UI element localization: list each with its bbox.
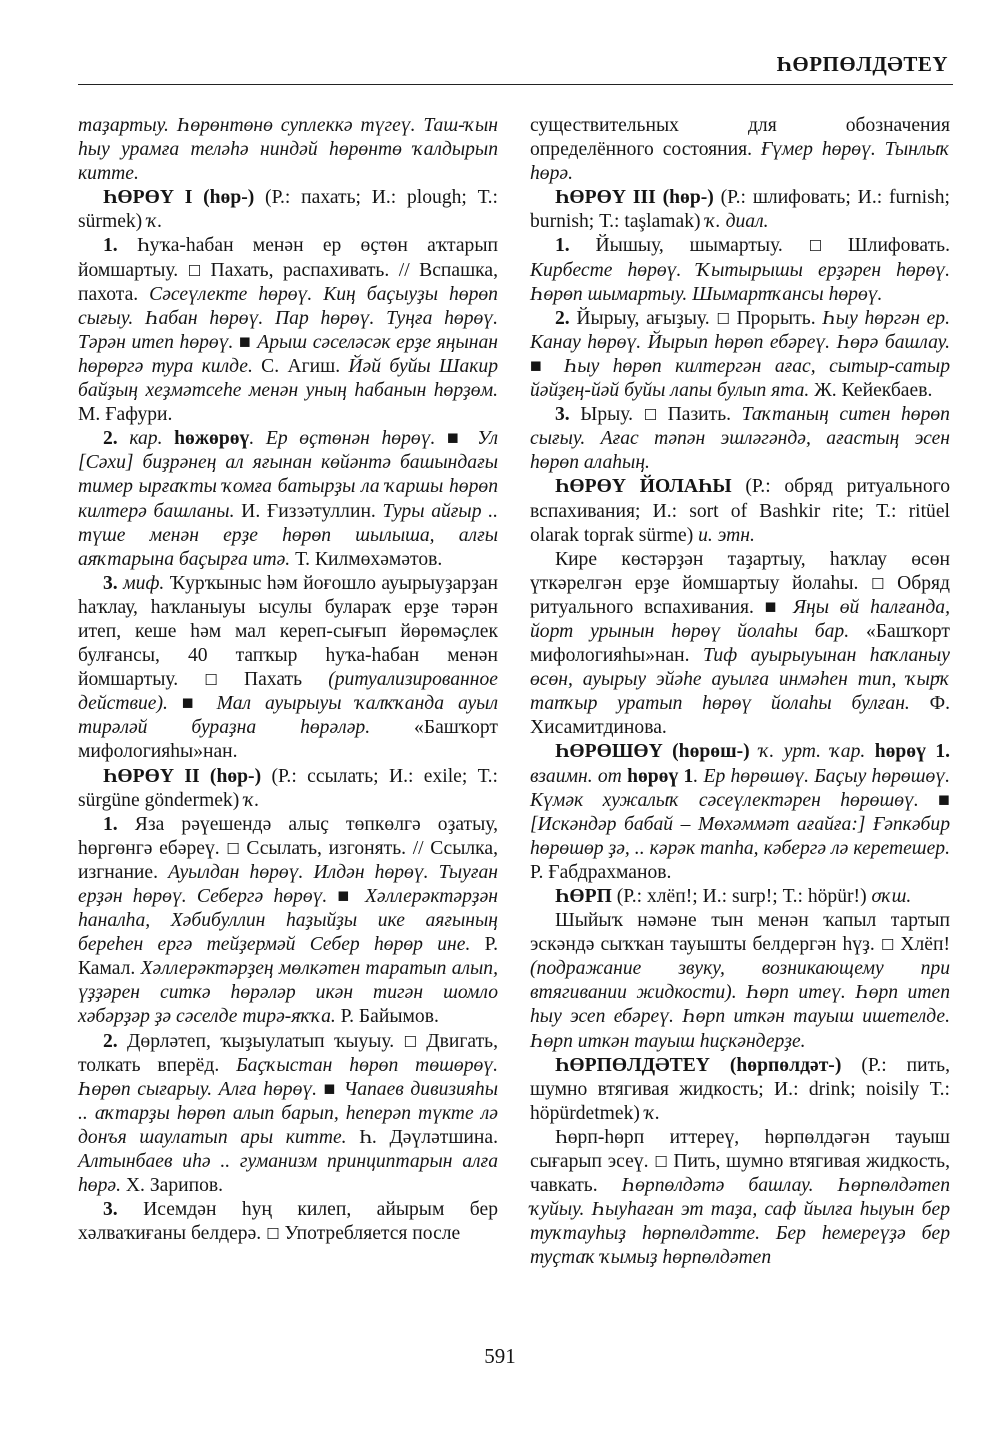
body-text: С. Агиш.	[252, 355, 349, 377]
example-text: оҡш.	[871, 886, 912, 907]
body-text: Ж. Кейекбаев.	[809, 380, 933, 402]
definition-paragraph	[78, 813, 498, 1030]
body-text: существительных для обозначения определённого состояния.	[530, 115, 950, 161]
body-text: (Р.: пить, шумно втягивая жидкость; И.: drink; noisily Т.: höpürdetmek)	[530, 1054, 951, 1124]
body-text: (Р.: пахать; И.: plough; Т.: sürmek)	[78, 187, 498, 233]
example-text: Ғүмер һөрөү. Тынлыҡ һөрә.	[530, 139, 951, 185]
example-text: таҙартыу. Һөрөнтөнө суплеккә түгеү. Таш-ҡын һыу урамға теләһә ниндәй һөрөнтө ҡалдырып китте.	[78, 115, 498, 185]
dictionary-entry-head	[530, 186, 950, 234]
square-marker: ☐	[403, 1032, 417, 1051]
body-text: Исемдән һуң килеп, айырым бер хәлваҡиғаны белдерә.	[78, 1199, 498, 1245]
example-text: (ритуализированное действие).	[78, 669, 498, 715]
body-text: Яза рәүешендә алыҫ төпкөлгә оҙатыу, һөргөнгә ебәреү.	[78, 813, 498, 859]
headword: ҺӨРП	[555, 886, 612, 907]
body-text: Ырыу.	[569, 404, 644, 426]
headword: ҺӨРӨҮ III (һөр-)	[555, 187, 714, 209]
body-text: Ссылать, изгонять. // Ссылка, изгнание.	[78, 837, 498, 883]
dictionary-entry-head	[78, 186, 498, 234]
body-text: Пазить.	[657, 404, 742, 426]
body-text: Һуҡа-һабан менән ер өҫтөн аҡтарып йомшартыу.	[78, 235, 498, 281]
example-text: Һыу һөрөп килтергән ағас, сытыр-сатыр йәйҙең-йәй буйы лапы булып ята.	[530, 355, 951, 402]
body-text: И. Ғиззәтуллин.	[234, 500, 383, 522]
example-text: Йәй буйы Шакир байҙың хеҙмәтсеһе менән уның һабанын һөрҙөм.	[78, 355, 498, 402]
body-text: Обряд ритуального вспахивания.	[530, 572, 951, 618]
headword: һөрөү 1	[627, 765, 694, 787]
body-text: Употребляется после	[279, 1223, 461, 1245]
body-text: Йырыу, ағыҙыу.	[569, 307, 717, 329]
dictionary-entry-head	[530, 475, 950, 547]
body-text: Ф. Хисамитдинова.	[530, 693, 950, 739]
definition-paragraph	[78, 572, 498, 765]
example-text: Ауылдан һөрөү. Илдән һөрөү. Тыуған ерҙән һөрөү. Себергә һөрөү.	[78, 861, 498, 907]
headword: ҺӨРӨШӨҮ (һөрөш-)	[555, 741, 750, 763]
body-text: (Р.: хлёп!; И.: surp!; Т.: höpür!)	[611, 886, 872, 907]
example-text: Чапаев дивизияһы .. аҡтарҙы һөрөп алып барып, һеперәп түкте лә донъя шаулатып ары китте.	[78, 1078, 498, 1148]
definition-paragraph	[78, 427, 498, 572]
definition-paragraph	[530, 307, 950, 403]
headword: 2.	[103, 1030, 118, 1052]
example-text: Таҡтаның ситен һөрөп сығыу. Ағас тәпән эшләгәндә, ағастың эсен һөрөп алаһың.	[530, 404, 950, 474]
definition-paragraph	[530, 1126, 950, 1271]
headword: 3.	[103, 572, 118, 594]
body-text: (Р.: ссылать; И.: exile; Т.: sürgüne göndermek)	[78, 765, 499, 811]
example-text: ҡ.	[244, 789, 260, 811]
example-text: ҡ. урт. ҡар.	[749, 741, 875, 763]
body-text: ■	[167, 693, 217, 715]
body-text: ■	[530, 355, 564, 377]
example-text: Кирбесте һөрөү. Ҡытырышы ерҙәрен һөрөү. Һөрөп шымартыу. Шымартҡансы һөрөү.	[530, 259, 950, 305]
headword: 2.	[103, 428, 118, 450]
example-text: (подражание звуку, возникающему при втягивании жидкости). Һөрп итеү. Һөрп итеп һыу эсеп ебәреү. Һөрп иткән тауыш ишетелде. Һөрп иткән тауыш һиҫкәндерҙе.	[530, 958, 950, 1052]
dictionary-entry-head	[530, 740, 950, 885]
square-marker: ☐	[266, 1225, 280, 1244]
body-text: Х. Зарипов.	[121, 1175, 224, 1197]
body-text: Шлифовать.	[822, 235, 950, 257]
definition-paragraph	[78, 114, 498, 186]
headword: 2.	[555, 307, 570, 329]
example-text: Хәллерәктәрҙән һаналһа, Хәбибуллин һаҙыйҙы ике аяғының береһен ергә тейҙермәй Себер һөрөр ине.	[78, 886, 498, 956]
headword: 1.	[103, 235, 118, 257]
headword: 1.	[555, 235, 570, 257]
body-text: (Р.: шлифовать; И.: furnish; burnish; Т.: taşlamak)	[530, 187, 950, 233]
header-rule	[78, 84, 953, 85]
body-text: ■	[435, 428, 478, 450]
body-text: Йышыу, шымартыу.	[569, 235, 809, 257]
example-text: ҡ.	[644, 1102, 661, 1124]
body-text: «Башҡорт мифологияһы»нан.	[78, 717, 498, 763]
body-text: Т. Килмөхәмәтов.	[290, 548, 443, 570]
headword: ҺӨРӨҮ II (һөр-)	[103, 765, 262, 787]
right-column	[530, 114, 950, 1271]
square-marker: ☐	[654, 1153, 668, 1172]
definition-paragraph	[78, 234, 498, 427]
body-text: ■	[233, 331, 258, 353]
headword: һөрөү 1.	[874, 741, 951, 763]
body-text: Двигать, толкать вперёд.	[78, 1030, 499, 1076]
square-marker: ☐	[808, 237, 823, 256]
example-text: Тиф ауырыуынан һаҡланыу өсөн, ауырыу эйәһе ауылға инмәһен тип, ҡырҡ тапҡыр уратып һөрөү йолаһы булған.	[530, 645, 950, 715]
definition-paragraph	[530, 403, 950, 475]
definition-paragraph	[530, 114, 950, 186]
example-text: кар.	[117, 428, 175, 450]
body-text: Ҡурҡыныс һәм йоғошло ауырыуҙарҙан һаҡлау, һаҡланыуы ысулы булараҡ ерҙе тәрән итеп, кеше һәм мал кереп-сығып йөрөмәҫлек булғансы, 40 тапҡыр һуҡа-һабан менән йомшартыу.	[78, 572, 499, 691]
headword: 1.	[103, 813, 118, 835]
example-text: [Искәндәр бабай – Мөхәммәт ағайға:] Ғәпкәбир һөрөшөр ҙә, .. кәрәк тапһа, кәбергә лә керетешер.	[530, 813, 950, 859]
body-text: ■	[753, 596, 794, 618]
definition-paragraph	[530, 909, 950, 1054]
example-text: миф.	[117, 572, 165, 594]
body-text: Һ. Дәүләтшина.	[346, 1126, 498, 1148]
dictionary-entry-head	[78, 765, 498, 813]
body-text: Пахать, распахивать. // Вспашка, пахота.	[78, 259, 498, 305]
example-text: Алтынбаев иһә .. гуманизм принциптарын алға һөрә.	[78, 1151, 498, 1197]
example-text: Һыу һөргән ер. Канау һөрөү. Йырып һөрөп ебәреү. Һөрә башлау.	[530, 307, 950, 353]
headword: ҺӨРПӨЛДӘТЕҮ (һөрпөлдәт-)	[555, 1054, 842, 1076]
headword: ҺӨРӨҮ I (һөр-)	[103, 187, 255, 209]
example-text: . Ер һөрөшөү. Баҫыу һөрөшөү. Күмәк хужалыҡ сәсеүлектәрен һөрөшөү.	[530, 765, 950, 811]
body-text: Р. Ғабдрахманов.	[530, 861, 672, 883]
left-column	[78, 114, 498, 1246]
square-marker: ☐	[204, 671, 218, 690]
square-marker: ☐	[716, 309, 730, 328]
body-text: ■	[317, 1078, 344, 1100]
example-text: Яңы өй һалғанда, йорт урынын һөрөү йолаһы бар.	[530, 596, 950, 642]
body-text: Пить, шумно втягивая жидкость, чавкать.	[530, 1151, 950, 1197]
headword: һөжөрөү	[174, 428, 250, 450]
square-marker: ☐	[871, 574, 885, 593]
body-text: Хлёп!	[894, 934, 950, 956]
example-text: Туры айғыр .. түше менән ерҙе һөрөп шылыша, алғы аяҡтарына баҫырға итә.	[78, 500, 498, 570]
square-marker: ☐	[880, 936, 895, 955]
body-text: (Р.: обряд ритуального вспахивания; И.: sort of Bashkir rite; Т.: ritüel olarak toprak sürme)	[530, 476, 950, 546]
body-text: Дөрләтеп, ҡыҙыулатып ҡыуыу.	[117, 1030, 404, 1052]
body-text: Р. Камал.	[78, 934, 498, 980]
body-text: «Башҡорт мифологияһы»нан.	[530, 620, 950, 667]
headword: ҺӨРӨҮ ЙОЛАҺЫ	[555, 476, 732, 498]
example-text: ҡ. диал.	[705, 211, 769, 233]
example-text: Хәллерәктәрҙең мөлкәтен таратып алып, үҙҙәрен ситкә һөрәләр икән тигән шомло хәбәрҙәр ҙә сәселде тирә-яҡҡа.	[78, 958, 498, 1028]
example-text: . Ер өҫтөнән һөрөү.	[249, 428, 436, 450]
body-text: Пахать	[217, 669, 329, 691]
example-text: взаимн. от	[530, 765, 628, 787]
body-text: Р. Байымов.	[335, 1006, 439, 1028]
example-text: Һөрпөлдәтә башлау. Һөрпөлдәтеп ҡуйыу. Һыуһаған эт таҙа, саф йылға һыуын бер туҡтауһыҙ һөрпөлдәтте. Бер һемереүҙә бер туҫтаҡ ҡымыҙ һөрпөлдәтеп	[530, 1175, 950, 1269]
example-text: ҡ.	[147, 211, 163, 233]
example-text: Ул [Сәхи] биҙрәнең ал яғынан көйәнтә башындағы тимер ырғаҡты ҡомға батырҙы ла ҡаршы һөрөп килтерә башланы.	[78, 428, 498, 522]
example-text: и. этн.	[698, 524, 755, 546]
dictionary-entry-head	[530, 1054, 950, 1126]
square-marker: ☐	[643, 406, 658, 425]
example-text: Баҫҡыстан һөрөп төшөрөү. Һөрөп сығарыу. Алға һөрөү.	[78, 1054, 498, 1100]
body-text: ■	[327, 886, 365, 907]
example-text: Мал ауырыуы ҡалҡҡанда ауыл тирәләй бураҙна һөрәләр.	[78, 693, 498, 739]
body-text: Шыйыҡ нәмәне тын менән ҡапыл тартып эскәндә сыҡҡан тауышты белдергән һүҙ.	[530, 910, 950, 956]
example-text: Сәсеүлекте һөрөү. Киң баҫыуҙы һөрөп сығыу. Һабан һөрөү. Пар һөрөү. Туңға һөрөү. Тәрән итеп һөрөү.	[78, 283, 498, 353]
dictionary-entry-head	[530, 885, 950, 909]
body-text: Прорыть.	[729, 307, 823, 329]
square-marker: ☐	[187, 261, 202, 280]
page-number: 591	[484, 1344, 516, 1368]
body-text: Кире көстәрҙән таҙартыу, һаҡлау өсөн үткәрелгән ерҙе йомшартыу йолаһы.	[530, 548, 950, 594]
example-text: Арыш сәселәсәк ерҙе яңынан һөрөргә тура килде.	[78, 331, 498, 377]
body-text: М. Ғафури.	[78, 404, 173, 426]
headword: 3.	[555, 404, 570, 426]
running-head: ҺӨРПӨЛДӘТЕҮ	[776, 52, 948, 76]
definition-paragraph	[530, 234, 950, 306]
body-text: Һөрп-һөрп иттереү, һөрпөлдәгән тауыш сығарып эсеү.	[530, 1126, 950, 1173]
body-text: ■	[918, 789, 951, 811]
headword: 3.	[103, 1199, 118, 1221]
square-marker: ☐	[226, 839, 240, 858]
definition-paragraph	[78, 1198, 498, 1246]
definition-paragraph	[530, 548, 950, 741]
definition-paragraph	[78, 1030, 498, 1199]
